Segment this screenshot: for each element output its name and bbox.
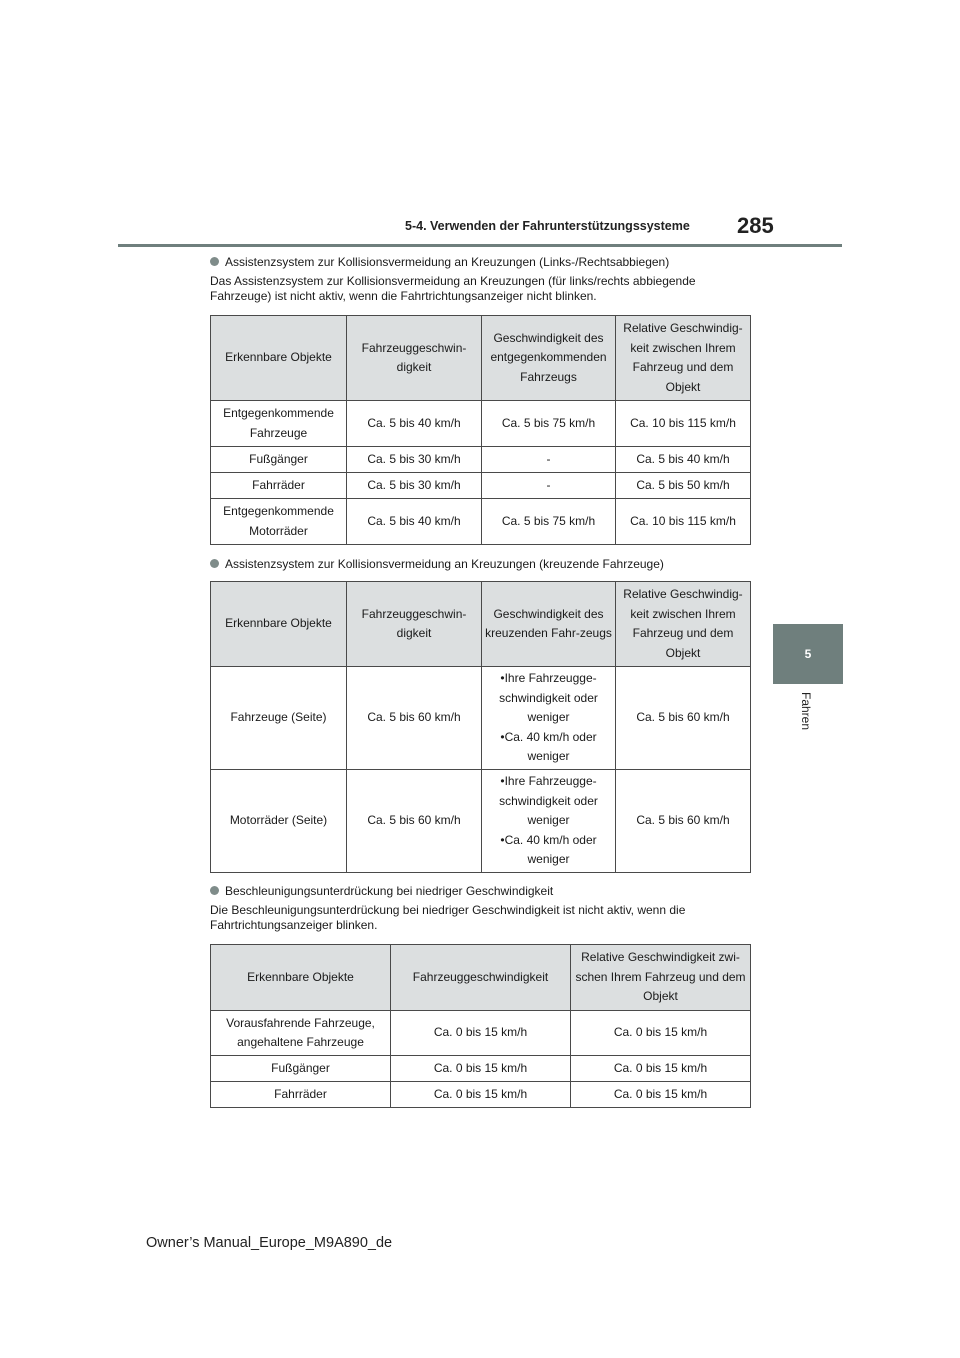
- table-cell: Ca. 5 bis 60 km/h: [347, 770, 482, 873]
- section2-heading: [210, 556, 750, 572]
- column-header: Geschwindigkeit des kreuzenden Fahr-zeugs: [482, 582, 616, 667]
- section1-description: Das Assistenzsystem zur Kollisionsvermeidung an Kreuzungen (für links/rechts abbiegende Fahrzeuge) ist nicht aktiv, wenn die Fahrtrichtungsanzeiger nicht blinken.: [210, 274, 696, 303]
- table-cell: Ca. 5 bis 75 km/h: [482, 401, 616, 447]
- table-row: [211, 1082, 751, 1108]
- table-cell: Ca. 5 bis 60 km/h: [347, 667, 482, 770]
- table-cell: -: [482, 447, 616, 473]
- table-cell: Vorausfahrende Fahrzeuge, angehaltene Fahrzeuge: [211, 1011, 391, 1056]
- chapter-number: 5: [804, 647, 812, 661]
- section3-heading-text: Beschleunigungsunterdrückung bei niedriger Geschwindigkeit: [225, 884, 554, 898]
- section1-heading: [210, 254, 750, 270]
- table-cell: Ca. 5 bis 30 km/h: [347, 447, 482, 473]
- cell-bullet-list: [485, 772, 612, 870]
- table-cell: Ca. 5 bis 40 km/h: [347, 401, 482, 447]
- table-row: [211, 499, 751, 545]
- table-cell: Ca. 5 bis 30 km/h: [347, 473, 482, 499]
- table-cell: Fahrzeuge (Seite): [211, 667, 347, 770]
- table-header-row: [211, 945, 751, 1011]
- section3-heading: [210, 883, 750, 899]
- table-cell: Ca. 0 bis 15 km/h: [391, 1082, 571, 1108]
- list-item: • Ca. 40 km/h oder weniger: [485, 831, 612, 870]
- table-cell: Entgegenkommende Fahrzeuge: [211, 401, 347, 447]
- section2-heading-text: Assistenzsystem zur Kollisionsvermeidung an Kreuzungen (kreuzende Fahrzeuge): [225, 557, 664, 571]
- list-item: • Ihre Fahrzeugge-schwindigkeit oder weniger: [485, 669, 612, 728]
- section3-table: [210, 944, 751, 1108]
- table-cell: Ca. 5 bis 50 km/h: [616, 473, 751, 499]
- table-cell: Fahrräder: [211, 1082, 391, 1108]
- footer-text: Owner’s Manual_Europe_M9A890_de: [146, 1235, 393, 1251]
- table-row: [211, 401, 751, 447]
- table-cell: Fußgänger: [211, 1056, 391, 1082]
- table-cell: Entgegenkommende Motorräder: [211, 499, 347, 545]
- table-cell: Motorräder (Seite): [211, 770, 347, 873]
- bullet-circle-icon: [210, 559, 219, 568]
- table-row: [211, 667, 751, 770]
- table-cell: Ca. 5 bis 40 km/h: [347, 499, 482, 545]
- table-cell: Ca. 10 bis 115 km/h: [616, 401, 751, 447]
- bullet-circle-icon: [210, 257, 219, 266]
- column-header: Relative Geschwindigkeit zwi-schen Ihrem Fahrzeug und dem Objekt: [571, 945, 751, 1011]
- section1-heading-text: Assistenzsystem zur Kollisionsvermeidung an Kreuzungen (Links-/Rechtsabbiegen): [225, 255, 670, 269]
- table-header-row: [211, 316, 751, 401]
- section-header: 5-4. Verwenden der Fahrunterstützungssysteme: [405, 219, 690, 233]
- chapter-tab: [773, 624, 843, 684]
- table-row: [211, 447, 751, 473]
- table-header-row: [211, 582, 751, 667]
- column-header: Erkennbare Objekte: [211, 582, 347, 667]
- table-row: [211, 1011, 751, 1056]
- table-cell-list: [482, 770, 616, 873]
- column-header: Relative Geschwindig-keit zwischen Ihrem Fahrzeug und dem Objekt: [616, 582, 751, 667]
- table-cell: Fußgänger: [211, 447, 347, 473]
- page-number: 285: [737, 213, 774, 238]
- page-content: [210, 254, 750, 1108]
- table-row: [211, 473, 751, 499]
- column-header: Erkennbare Objekte: [211, 316, 347, 401]
- table-cell: Ca. 0 bis 15 km/h: [391, 1011, 571, 1056]
- table-cell: Ca. 5 bis 60 km/h: [616, 770, 751, 873]
- table-cell: -: [482, 473, 616, 499]
- table-cell: Ca. 10 bis 115 km/h: [616, 499, 751, 545]
- section2-table: [210, 581, 751, 873]
- table-cell: Ca. 5 bis 40 km/h: [616, 447, 751, 473]
- list-item: • Ca. 40 km/h oder weniger: [485, 728, 612, 767]
- column-header: Geschwindigkeit des entgegenkommenden Fahrzeugs: [482, 316, 616, 401]
- header-divider: [118, 244, 842, 247]
- list-item: • Ihre Fahrzeugge-schwindigkeit oder weniger: [485, 772, 612, 831]
- table-cell-list: [482, 667, 616, 770]
- column-header: Relative Geschwindig-keit zwischen Ihrem Fahrzeug und dem Objekt: [616, 316, 751, 401]
- chapter-title: Fahren: [799, 692, 813, 731]
- cell-bullet-list: [485, 669, 612, 767]
- table-row: [211, 770, 751, 873]
- section3-description: Die Beschleunigungsunterdrückung bei niedriger Geschwindigkeit ist nicht aktiv, wenn die Fahrtrichtungsanzeiger blinken.: [210, 903, 686, 932]
- section1-table: [210, 315, 751, 545]
- column-header: Fahrzeuggeschwin-digkeit: [347, 582, 482, 667]
- table-cell: Ca. 5 bis 60 km/h: [616, 667, 751, 770]
- table-row: [211, 1056, 751, 1082]
- bullet-circle-icon: [210, 886, 219, 895]
- table-cell: Ca. 0 bis 15 km/h: [391, 1056, 571, 1082]
- table-cell: Ca. 0 bis 15 km/h: [571, 1011, 751, 1056]
- column-header: Erkennbare Objekte: [211, 945, 391, 1011]
- column-header: Fahrzeuggeschwindigkeit: [391, 945, 571, 1011]
- table-cell: Ca. 5 bis 75 km/h: [482, 499, 616, 545]
- table-cell: Fahrräder: [211, 473, 347, 499]
- table-cell: Ca. 0 bis 15 km/h: [571, 1056, 751, 1082]
- table-cell: Ca. 0 bis 15 km/h: [571, 1082, 751, 1108]
- column-header: Fahrzeuggeschwin-digkeit: [347, 316, 482, 401]
